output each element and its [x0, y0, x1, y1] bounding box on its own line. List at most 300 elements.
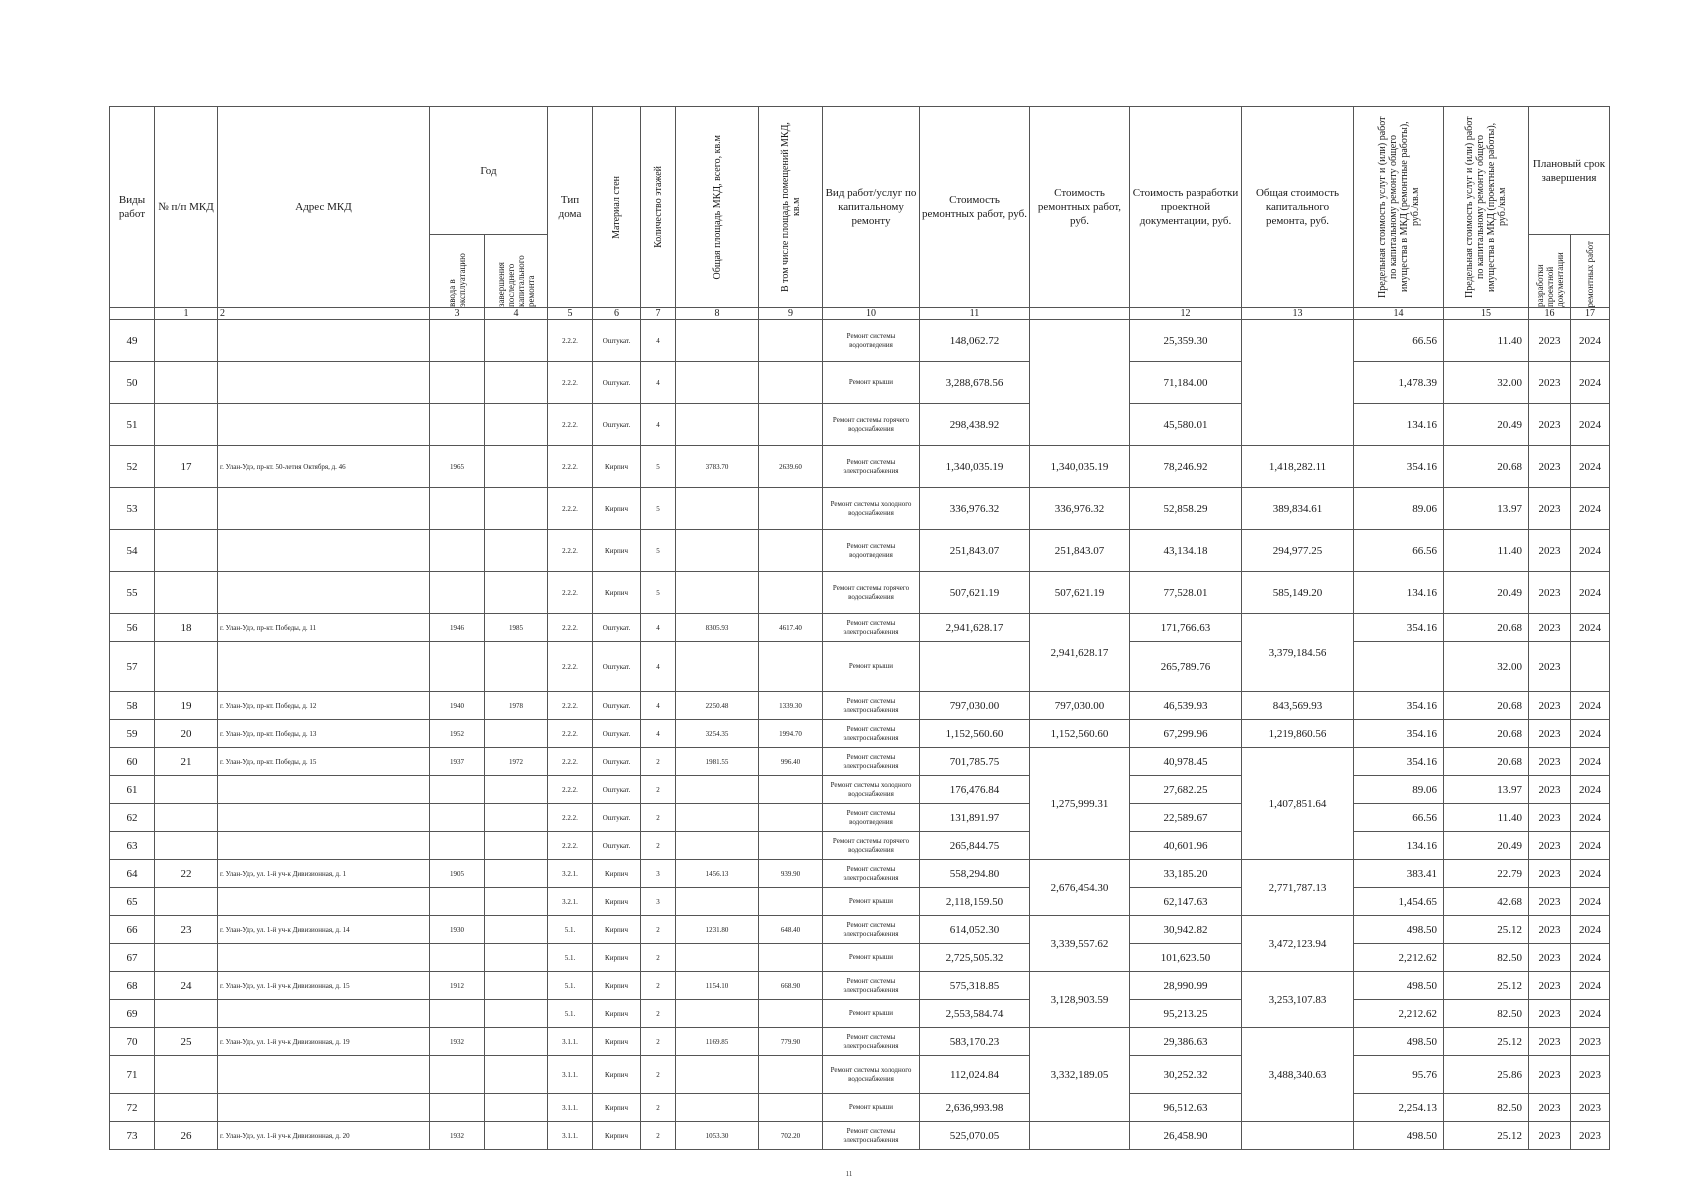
limit-design-cell: 25.86 — [1444, 1056, 1529, 1094]
mkd-number-cell: 19 — [155, 692, 218, 720]
work-type-cell: Ремонт крыши — [823, 888, 920, 916]
premises-area-cell: 1339.30 — [759, 692, 823, 720]
limit-repair-cell: 354.16 — [1354, 748, 1444, 776]
year-last-repair-cell — [485, 1000, 548, 1028]
limit-repair-cell: 383.41 — [1354, 860, 1444, 888]
wall-material-cell: Оштукат. — [593, 642, 641, 692]
limit-design-cell: 82.50 — [1444, 1094, 1529, 1122]
work-type-cell: Ремонт крыши — [823, 1000, 920, 1028]
wall-material-cell: Оштукат. — [593, 692, 641, 720]
total-area-cell — [676, 776, 759, 804]
col-num-cell: 11 — [920, 308, 1030, 320]
address-cell: г. Улан-Удэ, пр-кт. Победы, д. 13 — [218, 720, 430, 748]
year-commission-cell — [430, 642, 485, 692]
table-row — [110, 404, 1610, 446]
header-deadline-group: Плановый срок завершения — [1529, 107, 1610, 235]
deadline-repair-cell: 2024 — [1571, 446, 1610, 488]
address-cell — [218, 1000, 430, 1028]
work-type-cell: Ремонт системы электроснабжения — [823, 748, 920, 776]
table-row — [110, 1000, 1610, 1028]
col-num-cell: 7 — [641, 308, 676, 320]
floors-cell: 2 — [641, 1122, 676, 1150]
total-area-cell: 1169.85 — [676, 1028, 759, 1056]
year-last-repair-cell — [485, 1094, 548, 1122]
year-last-repair-cell: 1972 — [485, 748, 548, 776]
table-row — [110, 888, 1610, 916]
mkd-number-cell — [155, 944, 218, 972]
deadline-design-cell: 2023 — [1529, 916, 1571, 944]
total-cost-cell: 1,407,851.64 — [1242, 748, 1354, 860]
limit-repair-cell: 1,454.65 — [1354, 888, 1444, 916]
address-cell: г. Улан-Удэ, ул. 1-й уч-к Дивизионная, д. 19 — [218, 1028, 430, 1056]
year-last-repair-cell — [485, 888, 548, 916]
floors-cell: 2 — [641, 804, 676, 832]
row-number-cell: 65 — [110, 888, 155, 916]
deadline-design-cell: 2023 — [1529, 888, 1571, 916]
limit-design-cell: 20.49 — [1444, 832, 1529, 860]
limit-design-cell: 25.12 — [1444, 916, 1529, 944]
cost-design-cell: 46,539.93 — [1130, 692, 1242, 720]
row-number-cell: 62 — [110, 804, 155, 832]
cost-repair-cell: 583,170.23 — [920, 1028, 1030, 1056]
mkd-number-cell: 17 — [155, 446, 218, 488]
total-area-cell: 3254.35 — [676, 720, 759, 748]
table-row — [110, 1056, 1610, 1094]
address-cell: г. Улан-Удэ, ул. 1-й уч-к Дивизионная, д. 15 — [218, 972, 430, 1000]
work-type-cell: Ремонт системы горячего водоснабжения — [823, 404, 920, 446]
house-type-cell: 3.1.1. — [548, 1056, 593, 1094]
year-last-repair-cell — [485, 446, 548, 488]
floors-cell: 4 — [641, 642, 676, 692]
deadline-design-cell: 2023 — [1529, 614, 1571, 642]
header-cost-design: Стоимость разработки проектной документации, руб. — [1130, 107, 1242, 308]
total-cost-cell: 3,253,107.83 — [1242, 972, 1354, 1028]
cost-repair-cell — [920, 642, 1030, 692]
cost-design-cell: 29,386.63 — [1130, 1028, 1242, 1056]
cost-design-cell: 52,858.29 — [1130, 488, 1242, 530]
cost-design-cell: 43,134.18 — [1130, 530, 1242, 572]
deadline-design-cell: 2023 — [1529, 1122, 1571, 1150]
header-cost-repair-b: Стоимость ремонтных работ, руб. — [1030, 107, 1130, 308]
year-last-repair-cell — [485, 362, 548, 404]
deadline-design-cell: 2023 — [1529, 692, 1571, 720]
premises-area-cell: 939.90 — [759, 860, 823, 888]
mkd-number-cell — [155, 804, 218, 832]
table-row — [110, 530, 1610, 572]
limit-repair-cell: 66.56 — [1354, 320, 1444, 362]
deadline-repair-cell: 2024 — [1571, 530, 1610, 572]
header-year-commission-text: ввода в эксплуатацию — [447, 253, 467, 307]
total-cost-cell: 1,219,860.56 — [1242, 720, 1354, 748]
cost-repair-cell: 507,621.19 — [920, 572, 1030, 614]
mkd-number-cell — [155, 888, 218, 916]
address-cell — [218, 642, 430, 692]
address-cell — [218, 488, 430, 530]
deadline-design-cell: 2023 — [1529, 1028, 1571, 1056]
cost-design-cell: 78,246.92 — [1130, 446, 1242, 488]
column-number-row — [110, 308, 1610, 320]
floors-cell: 2 — [641, 832, 676, 860]
total-cost-cell: 1,418,282.11 — [1242, 446, 1354, 488]
table-row — [110, 488, 1610, 530]
address-cell — [218, 944, 430, 972]
year-commission-cell — [430, 1094, 485, 1122]
header-total-area — [676, 107, 759, 308]
work-type-cell: Ремонт системы электроснабжения — [823, 692, 920, 720]
limit-design-cell: 13.97 — [1444, 776, 1529, 804]
deadline-repair-cell: 2024 — [1571, 944, 1610, 972]
address-cell — [218, 1056, 430, 1094]
header-deadline-design — [1529, 235, 1571, 308]
house-type-cell: 5.1. — [548, 1000, 593, 1028]
work-type-cell: Ремонт системы электроснабжения — [823, 1028, 920, 1056]
work-type-cell: Ремонт системы электроснабжения — [823, 446, 920, 488]
cost-design-cell: 25,359.30 — [1130, 320, 1242, 362]
floors-cell: 2 — [641, 1056, 676, 1094]
limit-design-cell: 11.40 — [1444, 804, 1529, 832]
cost-repair-cell: 2,553,584.74 — [920, 1000, 1030, 1028]
house-type-cell: 2.2.2. — [548, 692, 593, 720]
wall-material-cell: Кирпич — [593, 1056, 641, 1094]
total-cost-cell — [1242, 320, 1354, 446]
work-type-cell: Ремонт крыши — [823, 1094, 920, 1122]
deadline-repair-cell: 2024 — [1571, 1000, 1610, 1028]
floors-cell: 4 — [641, 404, 676, 446]
work-type-cell: Ремонт крыши — [823, 944, 920, 972]
mkd-number-cell — [155, 572, 218, 614]
house-type-cell: 3.2.1. — [548, 888, 593, 916]
year-last-repair-cell — [485, 804, 548, 832]
header-floors-text: Количество этажей — [652, 166, 664, 248]
cost-repair-cell: 176,476.84 — [920, 776, 1030, 804]
col-num-cell: 1 — [155, 308, 218, 320]
wall-material-cell: Оштукат. — [593, 404, 641, 446]
row-number-cell: 52 — [110, 446, 155, 488]
deadline-design-cell: 2023 — [1529, 572, 1571, 614]
address-cell — [218, 404, 430, 446]
cost-repair-total-cell: 3,339,557.62 — [1030, 916, 1130, 972]
row-number-cell: 64 — [110, 860, 155, 888]
address-cell: г. Улан-Удэ, ул. 1-й уч-к Дивизионная, д. 20 — [218, 1122, 430, 1150]
cost-design-cell: 77,528.01 — [1130, 572, 1242, 614]
year-last-repair-cell — [485, 860, 548, 888]
row-number-cell: 60 — [110, 748, 155, 776]
cost-repair-cell: 3,288,678.56 — [920, 362, 1030, 404]
limit-repair-cell: 498.50 — [1354, 972, 1444, 1000]
deadline-design-cell: 2023 — [1529, 642, 1571, 692]
premises-area-cell — [759, 804, 823, 832]
house-type-cell: 5.1. — [548, 972, 593, 1000]
house-type-cell: 2.2.2. — [548, 776, 593, 804]
limit-design-cell: 25.12 — [1444, 972, 1529, 1000]
deadline-design-cell: 2023 — [1529, 748, 1571, 776]
deadline-repair-cell: 2024 — [1571, 572, 1610, 614]
total-area-cell — [676, 888, 759, 916]
total-cost-cell: 2,771,787.13 — [1242, 860, 1354, 916]
year-commission-cell — [430, 776, 485, 804]
deadline-design-cell: 2023 — [1529, 860, 1571, 888]
year-commission-cell — [430, 404, 485, 446]
cost-repair-total-cell: 2,676,454.30 — [1030, 860, 1130, 916]
row-number-cell: 63 — [110, 832, 155, 860]
wall-material-cell: Кирпич — [593, 1094, 641, 1122]
wall-material-cell: Кирпич — [593, 1122, 641, 1150]
work-type-cell: Ремонт системы холодного водоснабжения — [823, 1056, 920, 1094]
limit-design-cell: 20.49 — [1444, 404, 1529, 446]
table-row — [110, 1094, 1610, 1122]
wall-material-cell: Оштукат. — [593, 720, 641, 748]
col-num-cell: 13 — [1242, 308, 1354, 320]
house-type-cell: 2.2.2. — [548, 530, 593, 572]
total-area-cell: 1981.55 — [676, 748, 759, 776]
cost-design-cell: 26,458.90 — [1130, 1122, 1242, 1150]
cost-design-cell: 33,185.20 — [1130, 860, 1242, 888]
floors-cell: 2 — [641, 748, 676, 776]
cost-repair-total-cell: 507,621.19 — [1030, 572, 1130, 614]
year-last-repair-cell — [485, 1056, 548, 1094]
limit-repair-cell: 354.16 — [1354, 720, 1444, 748]
cost-repair-total-cell — [1030, 1122, 1130, 1150]
premises-area-cell — [759, 888, 823, 916]
cost-design-cell: 265,789.76 — [1130, 642, 1242, 692]
year-last-repair-cell — [485, 572, 548, 614]
col-num-cell — [110, 308, 155, 320]
limit-repair-cell: 66.56 — [1354, 804, 1444, 832]
total-cost-cell — [1242, 1122, 1354, 1150]
limit-repair-cell: 2,254.13 — [1354, 1094, 1444, 1122]
house-type-cell: 2.2.2. — [548, 320, 593, 362]
col-num-cell: 16 — [1529, 308, 1571, 320]
year-last-repair-cell — [485, 832, 548, 860]
total-area-cell — [676, 642, 759, 692]
cost-repair-cell: 131,891.97 — [920, 804, 1030, 832]
total-area-cell: 1456.13 — [676, 860, 759, 888]
header-limit-repair — [1354, 107, 1444, 308]
row-number-cell: 59 — [110, 720, 155, 748]
wall-material-cell: Оштукат. — [593, 320, 641, 362]
house-type-cell: 2.2.2. — [548, 720, 593, 748]
mkd-number-cell — [155, 362, 218, 404]
premises-area-cell — [759, 488, 823, 530]
total-area-cell — [676, 1094, 759, 1122]
col-num-cell: 12 — [1130, 308, 1242, 320]
floors-cell: 4 — [641, 720, 676, 748]
work-type-cell: Ремонт системы электроснабжения — [823, 916, 920, 944]
work-type-cell: Ремонт системы водоотведения — [823, 530, 920, 572]
row-number-cell: 66 — [110, 916, 155, 944]
col-num-cell — [1030, 308, 1130, 320]
wall-material-cell: Кирпич — [593, 488, 641, 530]
header-house-type: Тип дома — [548, 107, 593, 308]
premises-area-cell — [759, 404, 823, 446]
mkd-number-cell — [155, 1056, 218, 1094]
limit-repair-cell: 354.16 — [1354, 446, 1444, 488]
deadline-design-cell: 2023 — [1529, 944, 1571, 972]
deadline-design-cell: 2023 — [1529, 530, 1571, 572]
year-last-repair-cell — [485, 488, 548, 530]
house-type-cell: 3.1.1. — [548, 1122, 593, 1150]
limit-repair-cell: 2,212.62 — [1354, 944, 1444, 972]
work-type-cell: Ремонт системы горячего водоснабжения — [823, 572, 920, 614]
header-year-commission — [430, 235, 485, 308]
mkd-number-cell: 18 — [155, 614, 218, 642]
wall-material-cell: Оштукат. — [593, 748, 641, 776]
address-cell — [218, 832, 430, 860]
house-type-cell: 2.2.2. — [548, 404, 593, 446]
work-type-cell: Ремонт системы электроснабжения — [823, 972, 920, 1000]
cost-repair-total-cell: 3,128,903.59 — [1030, 972, 1130, 1028]
total-area-cell — [676, 1056, 759, 1094]
limit-repair-cell: 354.16 — [1354, 692, 1444, 720]
address-cell — [218, 362, 430, 404]
deadline-repair-cell: 2024 — [1571, 804, 1610, 832]
total-area-cell: 1154.10 — [676, 972, 759, 1000]
col-num-cell: 9 — [759, 308, 823, 320]
mkd-number-cell — [155, 404, 218, 446]
floors-cell: 2 — [641, 1028, 676, 1056]
deadline-repair-cell: 2024 — [1571, 404, 1610, 446]
page-number: 11 — [845, 1170, 853, 1178]
deadline-design-cell: 2023 — [1529, 404, 1571, 446]
table-row — [110, 572, 1610, 614]
year-commission-cell: 1930 — [430, 916, 485, 944]
row-number-cell: 67 — [110, 944, 155, 972]
house-type-cell: 2.2.2. — [548, 642, 593, 692]
cost-repair-cell: 1,340,035.19 — [920, 446, 1030, 488]
header-year-group: Год — [430, 107, 548, 235]
premises-area-cell: 996.40 — [759, 748, 823, 776]
mkd-number-cell: 23 — [155, 916, 218, 944]
mkd-number-cell — [155, 488, 218, 530]
total-area-cell — [676, 804, 759, 832]
address-cell — [218, 320, 430, 362]
limit-design-cell: 32.00 — [1444, 362, 1529, 404]
mkd-number-cell — [155, 832, 218, 860]
work-type-cell: Ремонт системы горячего водоснабжения — [823, 832, 920, 860]
deadline-repair-cell: 2024 — [1571, 748, 1610, 776]
total-area-cell — [676, 832, 759, 860]
deadline-repair-cell: 2024 — [1571, 320, 1610, 362]
cost-repair-total-cell: 3,332,189.05 — [1030, 1028, 1130, 1122]
table-row — [110, 860, 1610, 888]
table-row — [110, 1028, 1610, 1056]
wall-material-cell: Оштукат. — [593, 776, 641, 804]
work-type-cell: Ремонт системы холодного водоснабжения — [823, 488, 920, 530]
work-type-cell: Ремонт системы электроснабжения — [823, 720, 920, 748]
row-number-cell: 61 — [110, 776, 155, 804]
row-number-cell: 50 — [110, 362, 155, 404]
address-cell: г. Улан-Удэ, пр-кт. 50-летия Октября, д. 46 — [218, 446, 430, 488]
year-commission-cell: 1905 — [430, 860, 485, 888]
year-last-repair-cell — [485, 1122, 548, 1150]
row-number-cell: 55 — [110, 572, 155, 614]
cost-repair-cell: 575,318.85 — [920, 972, 1030, 1000]
year-commission-cell — [430, 804, 485, 832]
premises-area-cell — [759, 320, 823, 362]
table-row — [110, 642, 1610, 692]
house-type-cell: 2.2.2. — [548, 748, 593, 776]
mkd-number-cell — [155, 642, 218, 692]
cost-repair-total-cell: 1,275,999.31 — [1030, 748, 1130, 860]
deadline-design-cell: 2023 — [1529, 804, 1571, 832]
wall-material-cell: Кирпич — [593, 1000, 641, 1028]
year-commission-cell — [430, 1000, 485, 1028]
year-commission-cell: 1937 — [430, 748, 485, 776]
premises-area-cell — [759, 776, 823, 804]
deadline-repair-cell: 2023 — [1571, 1094, 1610, 1122]
cost-repair-cell: 251,843.07 — [920, 530, 1030, 572]
header-limit-design-text: Предельная стоимость услуг и (или) работ по капитальному ремонту общего имущества в МКД (проектные работы), руб./кв.м — [1464, 116, 1508, 298]
header-work-kinds: Виды работ — [110, 107, 155, 308]
deadline-repair-cell: 2024 — [1571, 860, 1610, 888]
table-row — [110, 692, 1610, 720]
mkd-number-cell — [155, 1094, 218, 1122]
house-type-cell: 3.1.1. — [548, 1028, 593, 1056]
year-commission-cell — [430, 888, 485, 916]
limit-repair-cell: 89.06 — [1354, 488, 1444, 530]
work-type-cell: Ремонт крыши — [823, 362, 920, 404]
table-row — [110, 446, 1610, 488]
deadline-design-cell: 2023 — [1529, 1094, 1571, 1122]
house-type-cell: 2.2.2. — [548, 572, 593, 614]
header-deadline-design-text: разработки проектной документации — [1534, 252, 1565, 307]
deadline-design-cell: 2023 — [1529, 1000, 1571, 1028]
floors-cell: 5 — [641, 530, 676, 572]
total-area-cell — [676, 572, 759, 614]
limit-repair-cell: 134.16 — [1354, 404, 1444, 446]
deadline-repair-cell — [1571, 642, 1610, 692]
deadline-repair-cell: 2024 — [1571, 488, 1610, 530]
cost-repair-total-cell: 797,030.00 — [1030, 692, 1130, 720]
table-row — [110, 944, 1610, 972]
table-row — [110, 614, 1610, 642]
table-row — [110, 362, 1610, 404]
year-commission-cell — [430, 832, 485, 860]
mkd-number-cell: 25 — [155, 1028, 218, 1056]
limit-repair-cell: 2,212.62 — [1354, 1000, 1444, 1028]
mkd-number-cell: 22 — [155, 860, 218, 888]
wall-material-cell: Оштукат. — [593, 804, 641, 832]
premises-area-cell: 2639.60 — [759, 446, 823, 488]
year-commission-cell: 1946 — [430, 614, 485, 642]
total-area-cell — [676, 362, 759, 404]
limit-design-cell: 20.68 — [1444, 614, 1529, 642]
total-area-cell — [676, 488, 759, 530]
address-cell: г. Улан-Удэ, пр-кт. Победы, д. 15 — [218, 748, 430, 776]
col-num-cell: 6 — [593, 308, 641, 320]
premises-area-cell — [759, 944, 823, 972]
work-type-cell: Ремонт системы водоотведения — [823, 804, 920, 832]
limit-design-cell: 11.40 — [1444, 530, 1529, 572]
limit-design-cell: 42.68 — [1444, 888, 1529, 916]
total-cost-cell: 843,569.93 — [1242, 692, 1354, 720]
cost-design-cell: 27,682.25 — [1130, 776, 1242, 804]
col-num-cell: 5 — [548, 308, 593, 320]
house-type-cell: 5.1. — [548, 944, 593, 972]
cost-repair-cell: 112,024.84 — [920, 1056, 1030, 1094]
year-commission-cell: 1965 — [430, 446, 485, 488]
header-total-area-text: Общая площадь МКД, всего, кв.м — [711, 134, 723, 280]
premises-area-cell — [759, 1094, 823, 1122]
address-cell: г. Улан-Удэ, ул. 1-й уч-к Дивизионная, д. 14 — [218, 916, 430, 944]
cost-design-cell: 30,252.32 — [1130, 1056, 1242, 1094]
address-cell — [218, 776, 430, 804]
cost-repair-cell: 558,294.80 — [920, 860, 1030, 888]
deadline-repair-cell: 2023 — [1571, 1028, 1610, 1056]
table-row — [110, 972, 1610, 1000]
deadline-repair-cell: 2024 — [1571, 614, 1610, 642]
limit-design-cell: 20.68 — [1444, 446, 1529, 488]
